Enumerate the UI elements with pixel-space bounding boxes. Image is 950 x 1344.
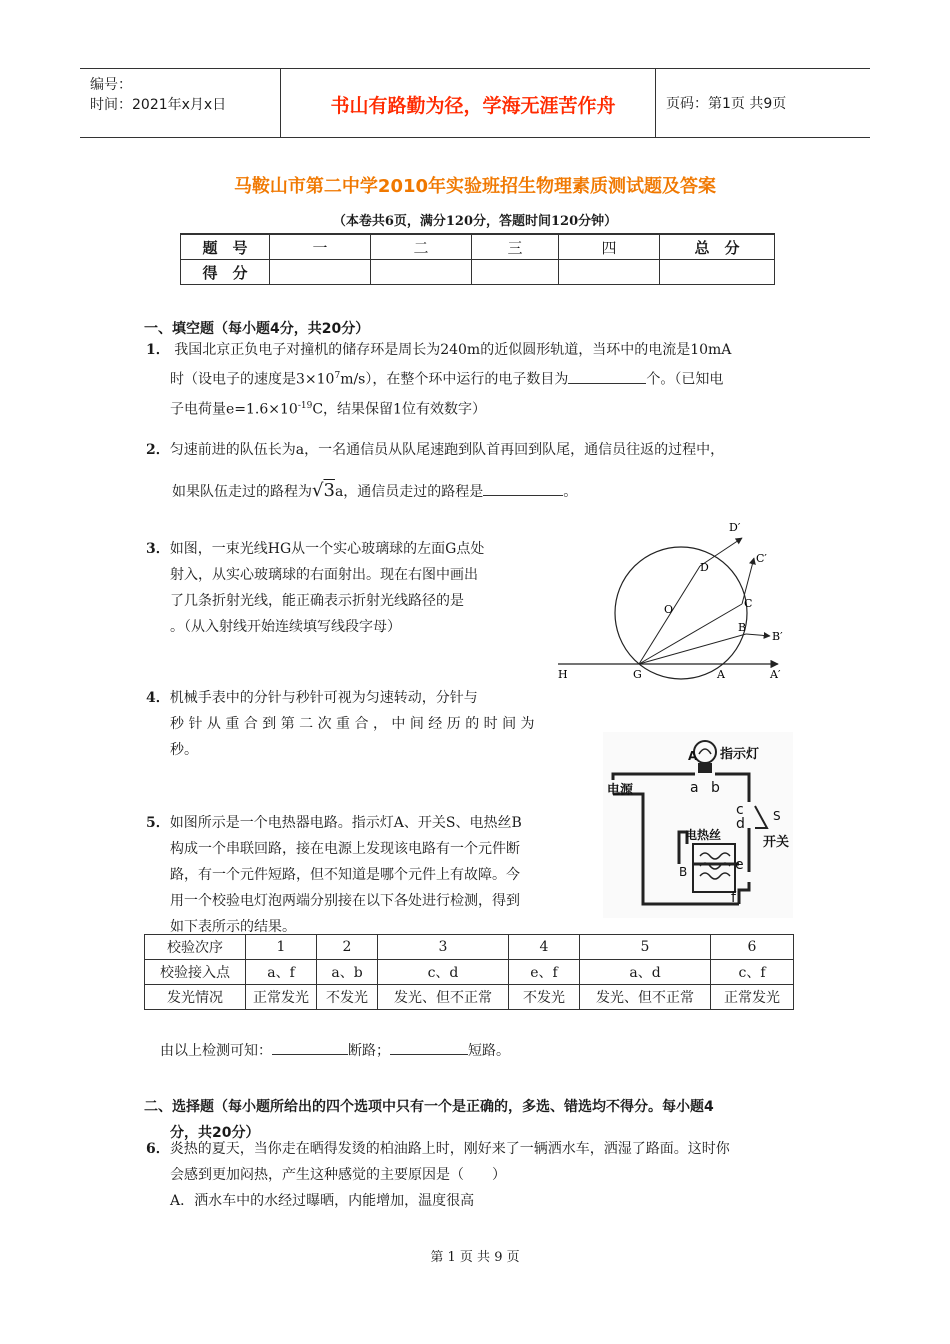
label-H: H: [558, 668, 568, 681]
label-e: e: [735, 857, 744, 873]
score-header-row: [181, 234, 775, 260]
label-O: O: [664, 603, 674, 616]
label-A2: A′: [770, 668, 781, 681]
label-B: B: [738, 621, 747, 634]
question-5: [146, 810, 522, 940]
header-motto: 书山有路勤为径，学海无涯苦作舟: [330, 95, 616, 117]
header-page-info: 页码：第1页 共9页: [666, 96, 787, 112]
label-S: S: [773, 809, 781, 823]
q5-line: 用一个校验电灯泡两端分别接在以下各处进行检测，得到: [170, 893, 520, 909]
label-switch: 开关: [763, 835, 790, 850]
sqrt-radicand: 3: [323, 480, 335, 501]
q1-exp2: -19: [297, 400, 313, 411]
conclusion-text: 由以上检测可知：: [160, 1043, 272, 1059]
q2-line2b: a，通信员走过的路程是: [334, 484, 484, 500]
score-value-row: [181, 260, 775, 285]
q6-line: 会感到更加闷热，产生这种感觉的主要原因是（ ）: [170, 1167, 506, 1183]
label-C: C: [744, 597, 753, 610]
q6-number: 6．: [146, 1141, 170, 1157]
header-divider: [655, 69, 656, 137]
label-B2: B′: [772, 630, 783, 643]
question-6: [146, 1136, 730, 1214]
table-cell: 4: [509, 935, 580, 960]
score-cell: 三: [472, 234, 559, 260]
score-input-cell: [559, 260, 660, 285]
q6-option-a: A．洒水车中的水经过曝晒，内能增加，温度很高: [170, 1193, 475, 1209]
q1-line3a: 子电荷量e=1.6×10: [170, 401, 298, 418]
question-4: [146, 685, 590, 763]
label-power: 电源: [607, 783, 634, 798]
page-title: 马鞍山市第二中学2010年实验班招生物理素质测试题及答案: [233, 176, 717, 197]
label-G: G: [633, 668, 642, 681]
table-cell: 发光、但不正常: [378, 985, 509, 1010]
table-cell: 正常发光: [246, 985, 317, 1010]
table-cell: c、f: [711, 960, 794, 985]
label-lamp: 指示灯: [720, 747, 760, 762]
q5-line: 路，有一个元件短路，但不知道是哪个元件上有故障。今: [170, 867, 520, 883]
q3-line: 射入，从实心玻璃球的右面射出。现在右图中画出: [170, 567, 478, 583]
score-cell: 总 分: [660, 234, 775, 260]
label-C2: C′: [756, 552, 767, 565]
q2-line2: [172, 478, 577, 505]
table-cell: 不发光: [509, 985, 580, 1010]
section1-heading: 一、填空题（每小题4分，共20分）: [144, 321, 370, 337]
table-cell: a、f: [246, 960, 317, 985]
label-a: a: [690, 780, 699, 796]
conclusion-text: 短路。: [468, 1043, 510, 1059]
score-input-cell: [660, 260, 775, 285]
row-label: 校验接入点: [145, 960, 246, 985]
section2-heading-line: 二、选择题（每小题所给出的四个选项中只有一个是正确的，多选、错选均不得分。每小题4: [144, 1099, 714, 1115]
code-label: 编号：: [90, 77, 132, 93]
header-meta: [90, 75, 226, 115]
label-D2: D′: [729, 521, 741, 534]
q4-line: 秒。: [170, 742, 198, 758]
q1-line1: 我国北京正负电子对撞机的储存环是周长为240m的近似圆形轨道，当环中的电流是10mA: [174, 342, 732, 358]
q4-line: 机械手表中的分针与秒针可视为匀速转动，分针与: [169, 690, 478, 706]
score-input-cell: [270, 260, 371, 285]
label-A: A: [717, 668, 725, 681]
q4-number: 4．: [146, 690, 170, 706]
label-c: c: [736, 802, 744, 818]
q2-line2a: 如果队伍走过的路程为: [172, 484, 312, 500]
q1-answer-blank[interactable]: [568, 367, 646, 384]
q5-line: 如下表所示的结果。: [170, 919, 296, 935]
score-cell: 得 分: [181, 260, 270, 285]
table-cell: 3: [378, 935, 509, 960]
table-cell: 5: [580, 935, 711, 960]
table-cell: 6: [711, 935, 794, 960]
check-row-result: [145, 985, 794, 1010]
q1-line2c: 个。（已知电: [646, 371, 724, 388]
table-cell: a、b: [317, 960, 378, 985]
q1-number: 1．: [146, 342, 170, 358]
ray-BB2: [746, 634, 770, 636]
table-cell: 正常发光: [711, 985, 794, 1010]
q5-conclusion: [160, 1038, 510, 1064]
refraction-diagram: [550, 518, 800, 688]
label-heater-B: B: [679, 865, 688, 879]
header-divider: [280, 69, 281, 137]
q6-line: 炎热的夏天，当你走在晒得发烫的柏油路上时，刚好来了一辆洒水车，洒湿了路面。这时你: [169, 1141, 730, 1157]
label-D: D: [700, 561, 709, 574]
q3-line: 了几条折射光线，能正确表示折射光线路径的是: [170, 593, 464, 609]
q3-line: 如图，一束光线HG从一个实心玻璃球的左面G点处: [169, 541, 485, 557]
label-f: f: [731, 890, 736, 906]
q2-line1: 匀速前进的队伍长为a，一名通信员从队尾速跑到队首再回到队尾，通信员往返的过程中，: [169, 442, 725, 458]
label-b: b: [711, 780, 720, 796]
q1-exp: 7: [334, 371, 341, 381]
score-table: [180, 233, 775, 285]
q5-short-blank[interactable]: [390, 1038, 468, 1055]
lamp-base-icon: [698, 763, 712, 773]
q2-answer-blank[interactable]: [483, 479, 563, 496]
table-cell: e、f: [509, 960, 580, 985]
q4-line: 秒 针 从 重 合 到 第 二 次 重 合 ， 中 间 经 历 的 时 间 为: [170, 716, 535, 732]
check-row-order: [145, 935, 794, 960]
circuit-diagram: [603, 732, 793, 918]
label-lamp-A: A: [688, 749, 698, 763]
q5-number: 5．: [146, 815, 170, 831]
q2-number: 2．: [146, 442, 170, 458]
question-3: [146, 536, 484, 640]
q3-number: 3．: [146, 541, 170, 557]
page-header: [80, 68, 870, 138]
table-cell: a、d: [580, 960, 711, 985]
score-cell: 四: [559, 234, 660, 260]
score-input-cell: [472, 260, 559, 285]
table-cell: 1: [246, 935, 317, 960]
score-cell: 二: [371, 234, 472, 260]
label-d: d: [736, 816, 745, 832]
row-label: 校验次序: [145, 935, 246, 960]
question-2: [146, 437, 724, 463]
section2-heading-line: 分，共20分）: [170, 1125, 260, 1141]
conclusion-text: 断路；: [348, 1043, 390, 1059]
label-heater: 电热丝: [685, 828, 722, 842]
q5-line: 如图所示是一个电热器电路。指示灯A、开关S、电热丝B: [169, 815, 522, 831]
ray-GC: [639, 604, 742, 664]
score-cell: 题 号: [181, 234, 270, 260]
score-cell: 一: [270, 234, 371, 260]
question-1: [146, 337, 731, 422]
page-footer: 第 1 页 共 9 页: [430, 1250, 520, 1265]
score-input-cell: [371, 260, 472, 285]
sqrt-symbol: √3: [312, 480, 335, 501]
q5-line: 构成一个串联回路，接在电源上发现该电路有一个元件断: [170, 841, 520, 857]
table-cell: c、d: [378, 960, 509, 985]
check-row-points: [145, 960, 794, 985]
q2-line2c: 。: [563, 484, 578, 500]
table-cell: 2: [317, 935, 378, 960]
q1-line2a: 时（设电子的速度是3×10: [170, 371, 335, 388]
q5-open-blank[interactable]: [272, 1038, 348, 1055]
q1-line2b: m/s），在整个环中运行的电子数目为: [340, 371, 569, 388]
time-label: 时间：2021年x月x日: [90, 97, 227, 113]
q1-line3b: C，结果保留1位有效数字）: [312, 401, 486, 418]
table-cell: 不发光: [317, 985, 378, 1010]
check-table: [144, 934, 794, 1010]
page-subtitle: （本卷共6页，满分120分，答题时间120分钟）: [332, 214, 618, 229]
row-label: 发光情况: [145, 985, 246, 1010]
table-cell: 发光、但不正常: [580, 985, 711, 1010]
q3-line: 。（从入射线开始连续填写线段字母）: [170, 619, 401, 635]
